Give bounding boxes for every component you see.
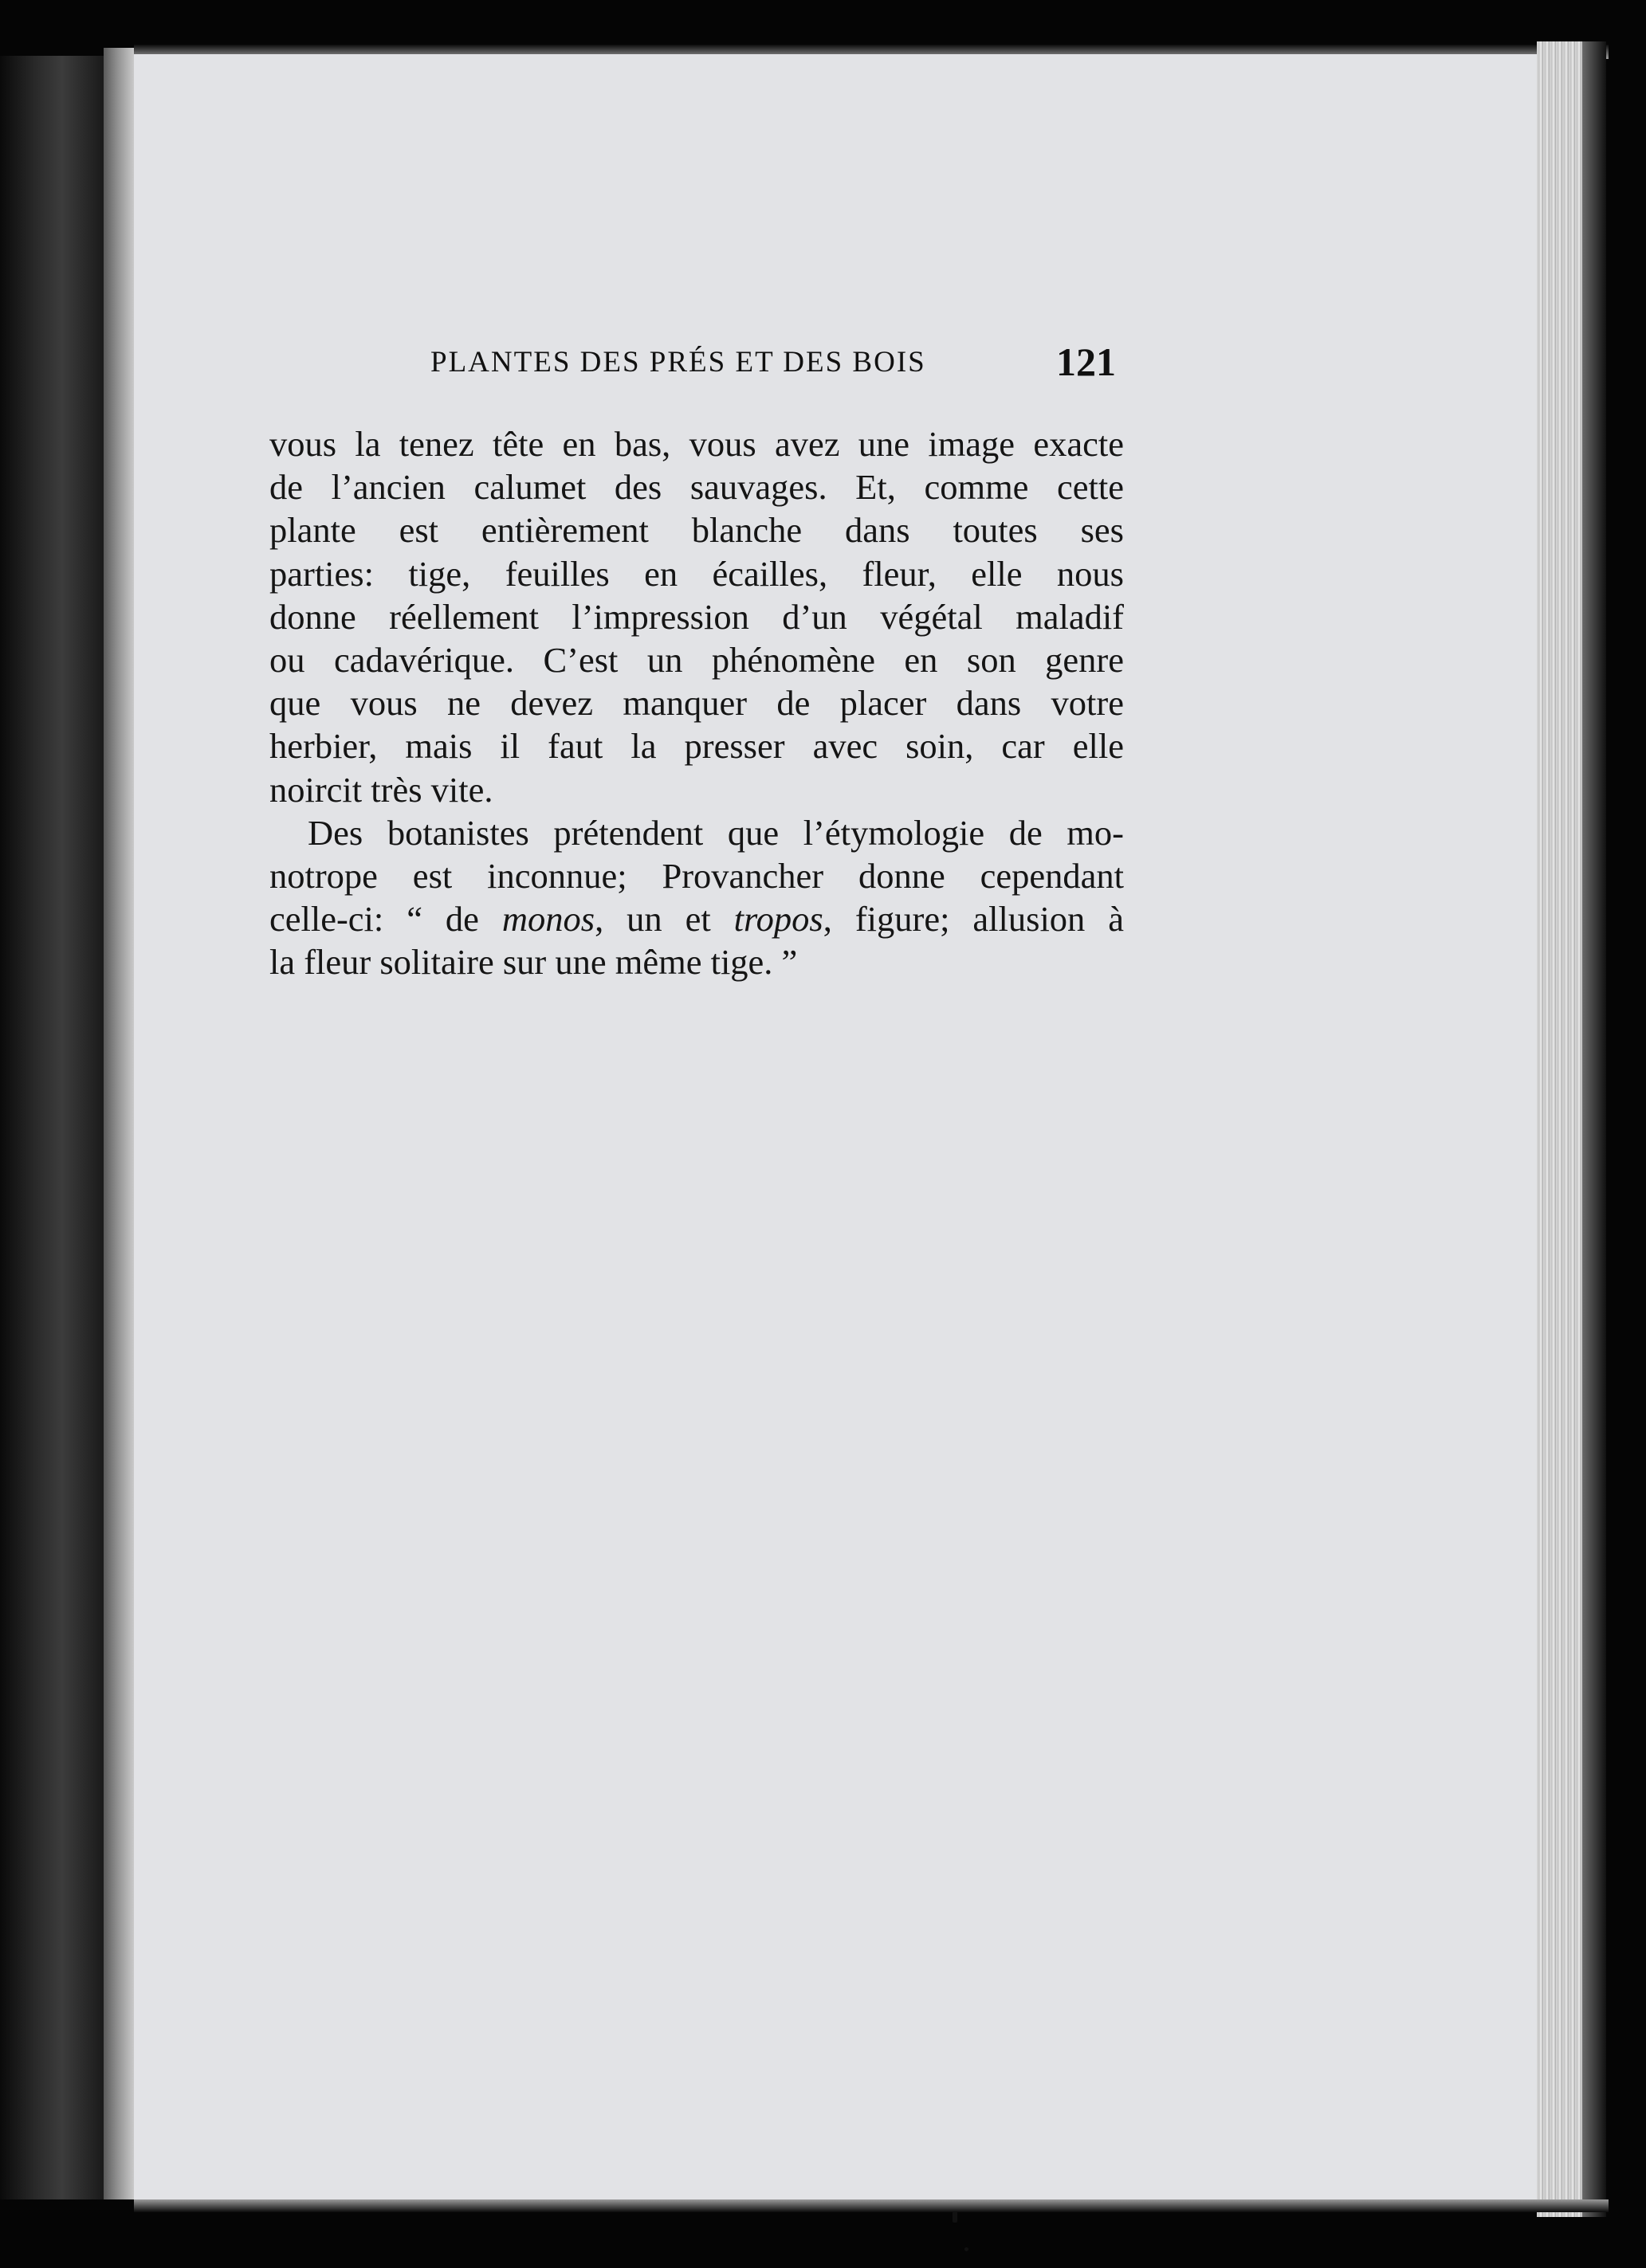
running-head-title: PLANTES DES PRÉS ET DES BOIS bbox=[430, 346, 926, 379]
text-line: plante est entièrement blanche dans toutes ses bbox=[269, 510, 1124, 551]
page-number: 121 bbox=[1056, 339, 1116, 384]
text-line: vous la tenez tête en bas, vous avez une image exacte bbox=[269, 424, 1124, 464]
italic-term: tropos bbox=[733, 899, 823, 940]
text-line-with-italics bbox=[269, 897, 1124, 940]
text-line: de l’ancien calumet des sauvages. Et, comme cette bbox=[269, 467, 1124, 508]
bottom-page-shadow bbox=[134, 2199, 1609, 2212]
gutter-shadow bbox=[104, 48, 136, 2199]
text-line: donne réellement l’impression d’un végétal maladif bbox=[269, 596, 1124, 637]
text-line: noircit très vite. bbox=[269, 769, 493, 810]
text-segment: , figure; allusion à bbox=[823, 899, 1124, 940]
previous-page-edge bbox=[0, 56, 104, 2199]
text-line: notrope est inconnue; Provancher donne cependant bbox=[269, 855, 1124, 896]
paragraph-1 bbox=[269, 422, 1124, 811]
text-line: Des botanistes prétendent que l’étymologie de mo- bbox=[308, 812, 1124, 853]
italic-term: monos bbox=[501, 899, 595, 940]
paragraph-2 bbox=[269, 811, 1124, 984]
text-line: que vous ne devez manquer de placer dans votre bbox=[269, 683, 1124, 724]
body-text bbox=[269, 422, 1124, 983]
text-segment: , un et bbox=[595, 899, 734, 940]
scan-speck bbox=[964, 2247, 968, 2251]
text-segment: celle-ci: “ de bbox=[269, 899, 502, 940]
scan-speck bbox=[953, 2211, 957, 2223]
text-line: ou cadavérique. C’est un phénomène en son genre bbox=[269, 639, 1124, 680]
text-line: la fleur solitaire sur une même tige. ” bbox=[269, 942, 798, 983]
text-line: herbier, mais il faut la presser avec soin, car elle bbox=[269, 726, 1124, 767]
running-head bbox=[430, 340, 1116, 388]
text-line: parties: tige, feuilles en écailles, fleur, elle nous bbox=[269, 553, 1124, 594]
fore-edge-shadow bbox=[1582, 41, 1606, 2217]
